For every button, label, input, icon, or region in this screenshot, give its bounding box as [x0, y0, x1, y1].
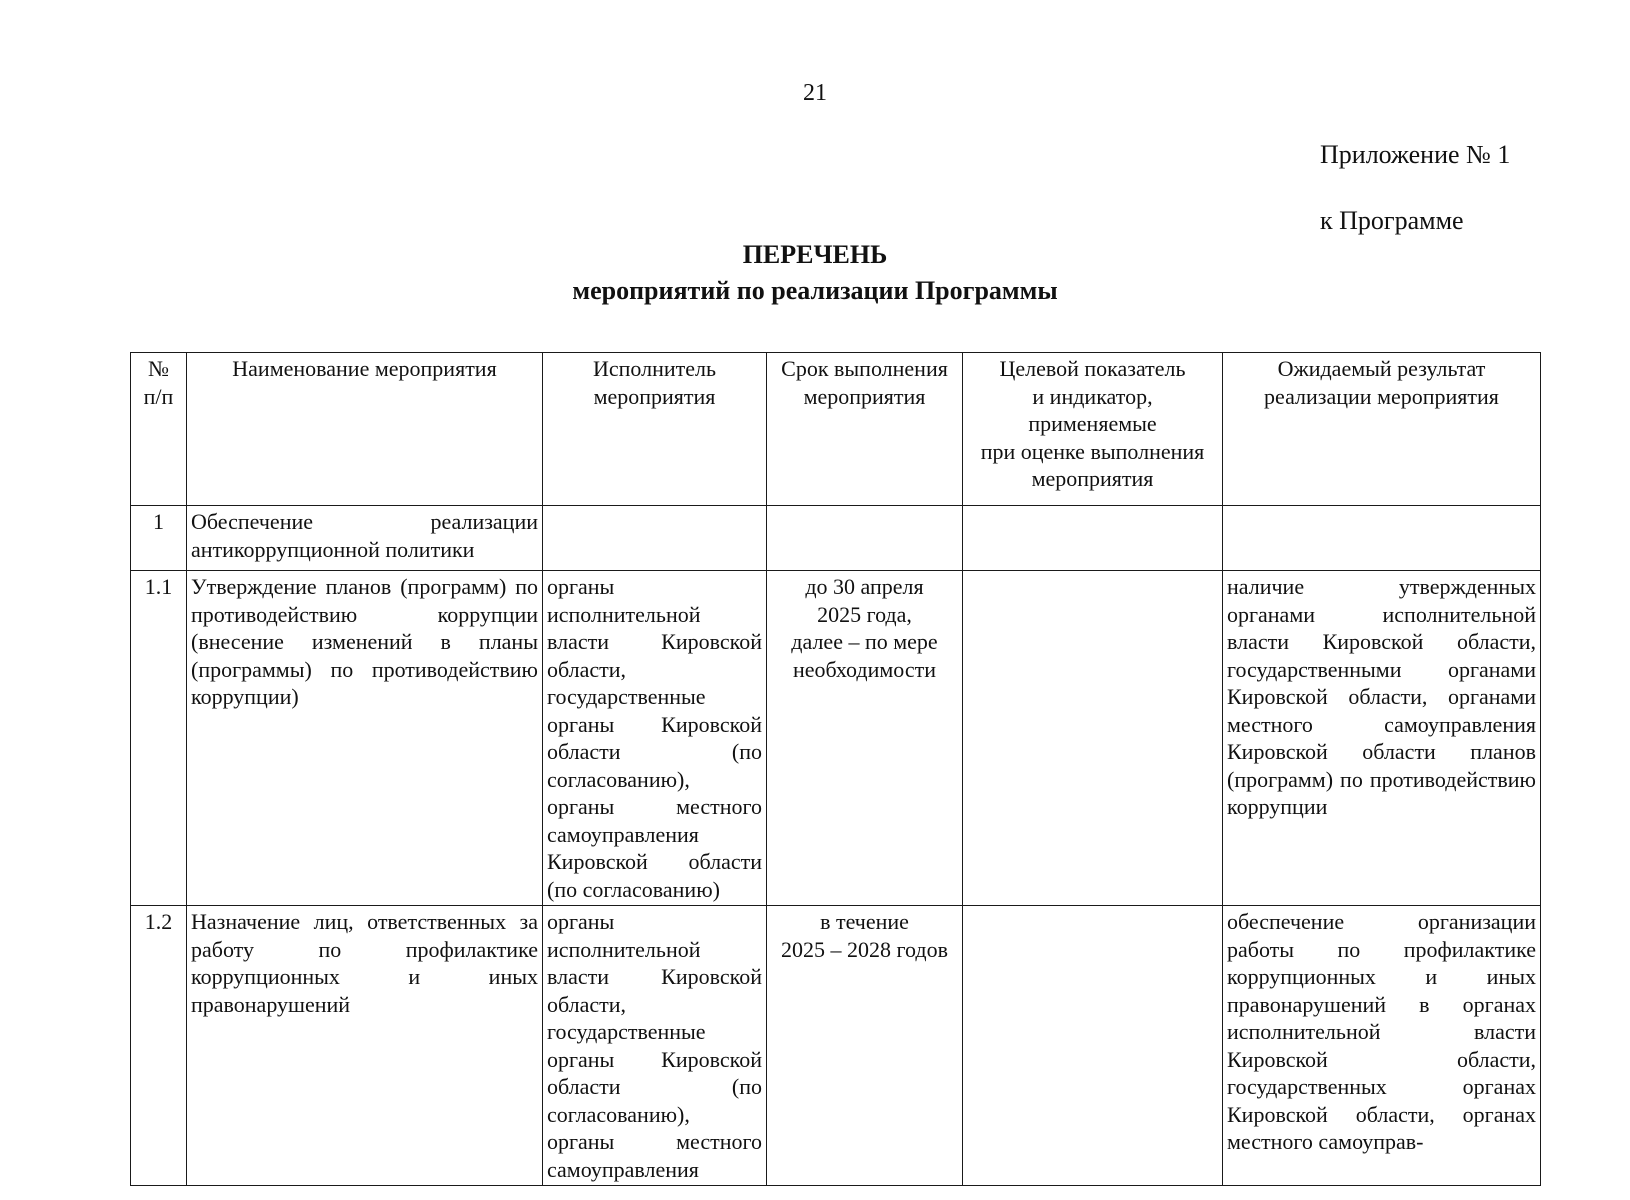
table-row [131, 906, 1541, 1186]
cell-deadline: в течение 2025 – 2028 годов [767, 906, 963, 1186]
cell-num: 1 [131, 506, 187, 571]
appendix-subtitle: к Программе [1320, 206, 1464, 235]
header-executor: Исполнитель мероприятия [543, 353, 767, 506]
cell-name: Утверждение планов (программ) по противодействию коррупции (внесение изменений в планы (программы) по противодействию коррупции) [187, 571, 543, 906]
table-row [131, 506, 1541, 571]
cell-num: 1.1 [131, 571, 187, 906]
measures-table [130, 352, 1541, 1186]
header-name: Наименование мероприятия [187, 353, 543, 506]
header-num: № п/п [131, 353, 187, 506]
cell-deadline [767, 506, 963, 571]
header-deadline: Срок выполнения мероприятия [767, 353, 963, 506]
cell-result: обеспечение организации работы по профилактике коррупционных и иных правонарушений в органах исполнительной власти Кировской области, государственных органах Кировской области, органах местного самоуправ- [1223, 906, 1541, 1186]
cell-executor: органы исполнительной власти Кировской области, государственные органы Кировской области (по согласованию), органы местного самоуправления Кировской области (по согласованию) [543, 571, 767, 906]
cell-deadline: до 30 апреля 2025 года, далее – по мере необходимости [767, 571, 963, 906]
table-header-row [131, 353, 1541, 506]
header-indicator: Целевой показатель и индикатор, применяемые при оценке выполнения мероприятия [963, 353, 1223, 506]
cell-executor: органы исполнительной власти Кировской области, государственные органы Кировской области (по согласованию), органы местного самоуправления [543, 906, 767, 1186]
cell-indicator [963, 506, 1223, 571]
cell-executor [543, 506, 767, 571]
header-result: Ожидаемый результат реализации мероприятия [1223, 353, 1541, 506]
cell-indicator [963, 906, 1223, 1186]
cell-name: Обеспечение реализации антикоррупционной политики [187, 506, 543, 571]
appendix-label: Приложение № 1 [1320, 140, 1511, 169]
cell-result [1223, 506, 1541, 571]
page-number: 21 [803, 80, 827, 106]
document-subtitle: мероприятий по реализации Программы [572, 276, 1058, 305]
cell-num: 1.2 [131, 906, 187, 1186]
table-row [131, 571, 1541, 906]
cell-name: Назначение лиц, ответственных за работу по профилактике коррупционных и иных правонарушений [187, 906, 543, 1186]
cell-indicator [963, 571, 1223, 906]
document-title: ПЕРЕЧЕНЬ [742, 240, 888, 269]
cell-result: наличие утвержденных органами исполнительной власти Кировской области, государственными органами Кировской области, органами местного самоуправления Кировской области планов (программ) по противодействию коррупции [1223, 571, 1541, 906]
